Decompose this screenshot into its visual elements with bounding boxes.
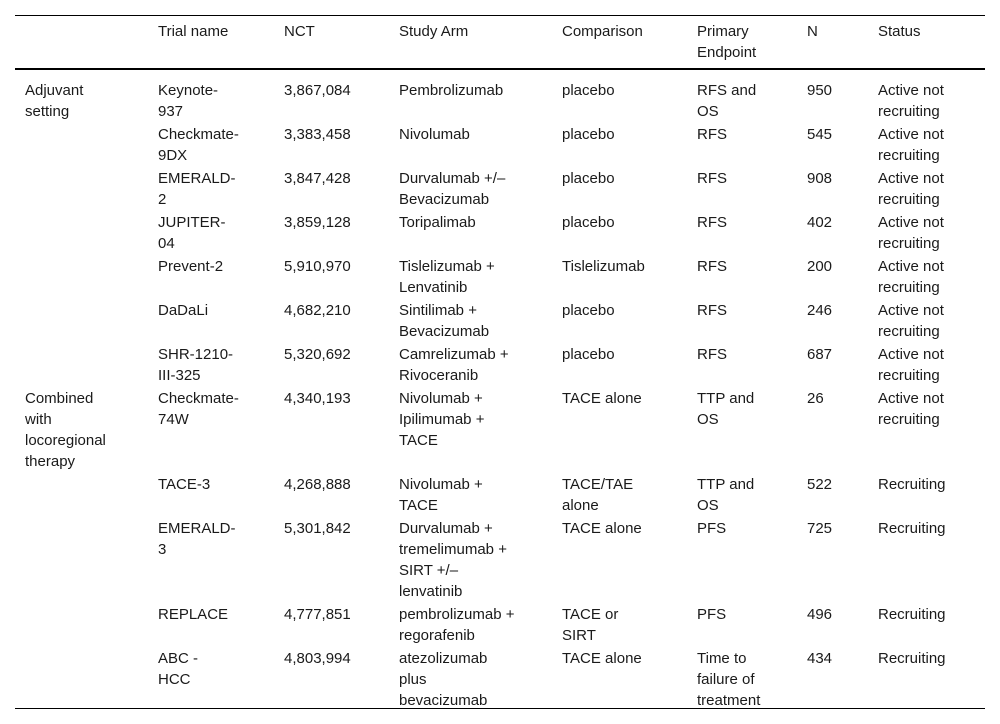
- cell-comparison: placebo: [562, 214, 615, 231]
- cell-primary-endpoint: RFS: [697, 126, 727, 143]
- cell-study-arm: Durvalumab +/– Bevacizumab: [399, 170, 506, 208]
- cell-n: 200: [807, 258, 833, 275]
- cell-primary-endpoint: RFS: [697, 346, 727, 363]
- cell-n: 246: [807, 302, 833, 319]
- cell-nct: 5,320,692: [284, 346, 351, 363]
- header-bottom-rule: [15, 68, 985, 70]
- table-bottom-rule: [15, 708, 985, 709]
- cell-trial-name: EMERALD- 3: [158, 520, 236, 558]
- cell-study-arm: Nivolumab: [399, 126, 470, 143]
- cell-n: 26: [807, 390, 824, 407]
- header-status: Status: [878, 23, 921, 40]
- cell-primary-endpoint: RFS: [697, 302, 727, 319]
- cell-n: 545: [807, 126, 833, 143]
- cell-primary-endpoint: RFS: [697, 170, 727, 187]
- cell-status: Active not recruiting: [878, 302, 944, 340]
- cell-nct: 3,867,084: [284, 82, 351, 99]
- cell-trial-name: TACE-3: [158, 476, 211, 493]
- cell-status: Recruiting: [878, 650, 946, 667]
- cell-n: 950: [807, 82, 833, 99]
- cell-status: Active not recruiting: [878, 346, 944, 384]
- cell-study-arm: Camrelizumab + Rivoceranib: [399, 346, 509, 384]
- cell-n: 434: [807, 650, 833, 667]
- cell-status: Recruiting: [878, 520, 946, 537]
- cell-status: Recruiting: [878, 476, 946, 493]
- cell-status: Active not recruiting: [878, 258, 944, 296]
- header-study-arm: Study Arm: [399, 23, 469, 40]
- cell-study-arm: Pembrolizumab: [399, 82, 504, 99]
- cell-comparison: placebo: [562, 346, 615, 363]
- cell-comparison: placebo: [562, 82, 615, 99]
- cell-trial-name: SHR-1210- III-325: [158, 346, 234, 384]
- cell-trial-name: REPLACE: [158, 606, 229, 623]
- cell-n: 908: [807, 170, 833, 187]
- cell-nct: 5,910,970: [284, 258, 351, 275]
- cell-primary-endpoint: RFS: [697, 258, 727, 275]
- cell-study-arm: Nivolumab + Ipilimumab + TACE: [399, 390, 485, 449]
- header-primary-endpoint: Primary Endpoint: [697, 23, 757, 61]
- cell-status: Active not recruiting: [878, 214, 944, 252]
- cell-n: 687: [807, 346, 833, 363]
- cell-comparison: placebo: [562, 170, 615, 187]
- cell-nct: 4,777,851: [284, 606, 351, 623]
- cell-n: 402: [807, 214, 833, 231]
- cell-primary-endpoint: TTP and OS: [697, 476, 755, 514]
- cell-status: Recruiting: [878, 606, 946, 623]
- cell-trial-name: DaDaLi: [158, 302, 209, 319]
- cell-comparison: TACE or SIRT: [562, 606, 619, 644]
- cell-status: Active not recruiting: [878, 390, 944, 428]
- cell-nct: 3,847,428: [284, 170, 351, 187]
- cell-study-arm: pembrolizumab + regorafenib: [399, 606, 515, 644]
- cell-study-arm: Toripalimab: [399, 214, 476, 231]
- cell-primary-endpoint: PFS: [697, 520, 727, 537]
- cell-comparison: TACE alone: [562, 390, 642, 407]
- cell-trial-name: EMERALD- 2: [158, 170, 236, 208]
- header-comparison: Comparison: [562, 23, 643, 40]
- header-trial-name: Trial name: [158, 23, 229, 40]
- cell-n: 522: [807, 476, 833, 493]
- cell-comparison: Tislelizumab: [562, 258, 645, 275]
- cell-comparison: TACE alone: [562, 650, 642, 667]
- cell-primary-endpoint: RFS: [697, 214, 727, 231]
- cell-group: Adjuvant setting: [25, 82, 84, 120]
- cell-comparison: TACE/TAE alone: [562, 476, 634, 514]
- cell-nct: 4,268,888: [284, 476, 351, 493]
- cell-nct: 5,301,842: [284, 520, 351, 537]
- cell-study-arm: Durvalumab + tremelimumab + SIRT +/– lenvatinib: [399, 520, 507, 600]
- cell-n: 496: [807, 606, 833, 623]
- cell-primary-endpoint: Time to failure of treatment: [697, 650, 761, 709]
- header-nct: NCT: [284, 23, 315, 40]
- table-top-rule: [15, 15, 985, 16]
- cell-trial-name: Checkmate- 9DX: [158, 126, 239, 164]
- cell-study-arm: Sintilimab + Bevacizumab: [399, 302, 490, 340]
- cell-primary-endpoint: RFS and OS: [697, 82, 757, 120]
- cell-study-arm: Nivolumab + TACE: [399, 476, 483, 514]
- cell-comparison: placebo: [562, 126, 615, 143]
- cell-n: 725: [807, 520, 833, 537]
- cell-status: Active not recruiting: [878, 170, 944, 208]
- cell-trial-name: JUPITER- 04: [158, 214, 226, 252]
- cell-trial-name: Checkmate- 74W: [158, 390, 239, 428]
- cell-trial-name: Prevent-2: [158, 258, 224, 275]
- cell-status: Active not recruiting: [878, 82, 944, 120]
- cell-nct: 4,803,994: [284, 650, 351, 667]
- cell-study-arm: Tislelizumab + Lenvatinib: [399, 258, 495, 296]
- cell-primary-endpoint: PFS: [697, 606, 727, 623]
- cell-nct: 4,682,210: [284, 302, 351, 319]
- cell-primary-endpoint: TTP and OS: [697, 390, 755, 428]
- cell-study-arm: atezolizumab plus bevacizumab: [399, 650, 488, 709]
- cell-group: Combined with locoregional therapy: [25, 390, 106, 470]
- cell-trial-name: Keynote- 937: [158, 82, 219, 120]
- cell-nct: 3,859,128: [284, 214, 351, 231]
- cell-comparison: placebo: [562, 302, 615, 319]
- cell-nct: 4,340,193: [284, 390, 351, 407]
- header-n: N: [807, 23, 818, 40]
- cell-trial-name: ABC - HCC: [158, 650, 199, 688]
- cell-nct: 3,383,458: [284, 126, 351, 143]
- cell-comparison: TACE alone: [562, 520, 642, 537]
- cell-status: Active not recruiting: [878, 126, 944, 164]
